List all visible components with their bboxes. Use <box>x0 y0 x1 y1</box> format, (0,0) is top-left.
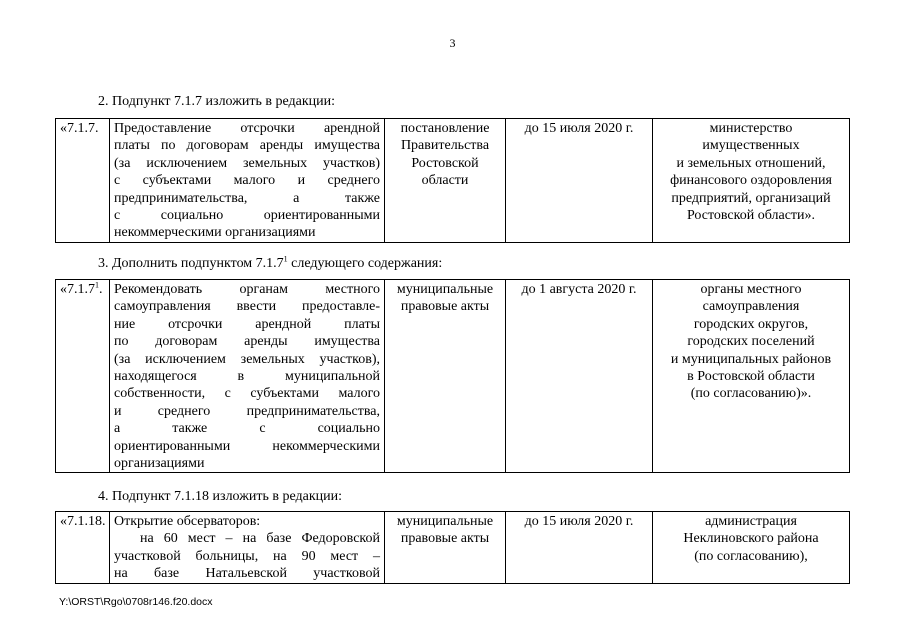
heading-tail: следующего содержания: <box>287 256 443 271</box>
table-section-3 <box>55 279 850 473</box>
file-path-footer: Y:\ORST\Rgo\0708r146.f20.docx <box>59 596 213 608</box>
responsible-line: Ростовской области». <box>686 208 816 224</box>
measure-line: собственности, с субъектами малого <box>114 386 380 402</box>
measure-text <box>110 512 385 584</box>
item-number-tail: . <box>99 282 103 297</box>
table-row <box>56 119 850 243</box>
measure-line: платы по договорам аренды имущества <box>114 138 380 154</box>
measure-line: и среднего предпринимательства, <box>114 403 380 419</box>
measure-line: Предоставление отсрочки арендной <box>114 121 380 136</box>
measure-line: с социально ориентированными <box>114 208 380 224</box>
responsible-line: органы местного <box>700 282 802 297</box>
act-line: области <box>421 173 469 189</box>
measure-line: (за исключением земельных участков), <box>114 351 380 367</box>
measure-line: организациями <box>114 456 205 472</box>
responsible <box>653 280 850 473</box>
legal-act <box>385 119 506 243</box>
responsible <box>653 512 850 584</box>
responsible-line: в Ростовской области <box>687 369 815 385</box>
responsible <box>653 119 850 243</box>
responsible-line: министерство <box>709 121 793 136</box>
measure-line: а также с социально <box>114 421 380 437</box>
table-section-2 <box>55 118 850 243</box>
responsible-line: городских поселений <box>687 334 815 350</box>
responsible-line: самоуправления <box>702 299 800 315</box>
measure-line: самоуправления ввести предоставле- <box>114 299 380 315</box>
item-number-superscript: 1 <box>95 280 99 290</box>
section-heading-2: 2. Подпункт 7.1.7 изложить в редакции: <box>98 94 336 109</box>
item-number: «7.1.7. <box>56 119 110 243</box>
item-number <box>56 280 110 473</box>
measure-line: находящегося в муниципальной <box>114 369 380 385</box>
deadline: до 1 августа 2020 г. <box>506 280 653 473</box>
responsible-line: Неклиновского района <box>683 531 819 547</box>
act-line: постановление <box>400 121 490 136</box>
measure-line: Рекомендовать органам местного <box>114 282 380 297</box>
deadline: до 15 июля 2020 г. <box>506 512 653 584</box>
heading-superscript: 1 <box>283 254 288 264</box>
responsible-line: финансового оздоровления <box>670 173 832 189</box>
act-line: правовые акты <box>400 299 490 315</box>
act-line: Правительства <box>400 138 490 154</box>
item-number-main: «7.1.7 <box>60 282 95 297</box>
measure-line: некоммерческими организациями <box>114 225 316 241</box>
table-row <box>56 280 850 473</box>
act-line: муниципальные <box>396 514 494 529</box>
responsible-line: и муниципальных районов <box>670 351 832 367</box>
responsible-line: администрация <box>705 514 797 529</box>
responsible-line: предприятий, организаций <box>671 190 831 206</box>
measure-text <box>110 280 385 473</box>
measure-line: на базе Натальевской участковой <box>114 566 380 582</box>
table-section-4 <box>55 511 850 584</box>
responsible-line: и земельных отношений, <box>676 155 826 171</box>
act-line: муниципальные <box>396 282 494 297</box>
page-number: 3 <box>449 36 456 50</box>
legal-act <box>385 512 506 584</box>
act-line: Ростовской <box>411 155 479 171</box>
measure-line: на 60 мест – на базе Федоровской <box>140 531 380 547</box>
measure-line: предпринимательства, а также <box>114 190 380 206</box>
measure-line: ориентированными некоммерческими <box>114 438 380 454</box>
heading-main: 3. Дополнить подпунктом 7.1.7 <box>98 256 284 271</box>
measure-line: с субъектами малого и среднего <box>114 173 380 189</box>
section-heading-4: 4. Подпункт 7.1.18 изложить в редакции: <box>98 489 343 504</box>
measure-line: ние отсрочки арендной платы <box>114 316 380 332</box>
act-line: правовые акты <box>400 531 490 547</box>
table-row <box>56 512 850 584</box>
responsible-line: (по согласованию), <box>694 548 808 564</box>
responsible-line: (по согласованию)». <box>690 386 812 402</box>
measure-line: Открытие обсерваторов: <box>114 514 261 529</box>
item-number: «7.1.18. <box>56 512 110 584</box>
measure-line: по договорам аренды имущества <box>114 334 380 350</box>
measure-line: участковой больницы, на 90 мест – <box>114 548 380 564</box>
responsible-line: городских округов, <box>693 316 809 332</box>
legal-act <box>385 280 506 473</box>
measure-line: (за исключением земельных участков) <box>114 155 380 171</box>
measure-text <box>110 119 385 243</box>
section-heading-3 <box>98 255 442 272</box>
deadline: до 15 июля 2020 г. <box>506 119 653 243</box>
responsible-line: имущественных <box>702 138 800 154</box>
